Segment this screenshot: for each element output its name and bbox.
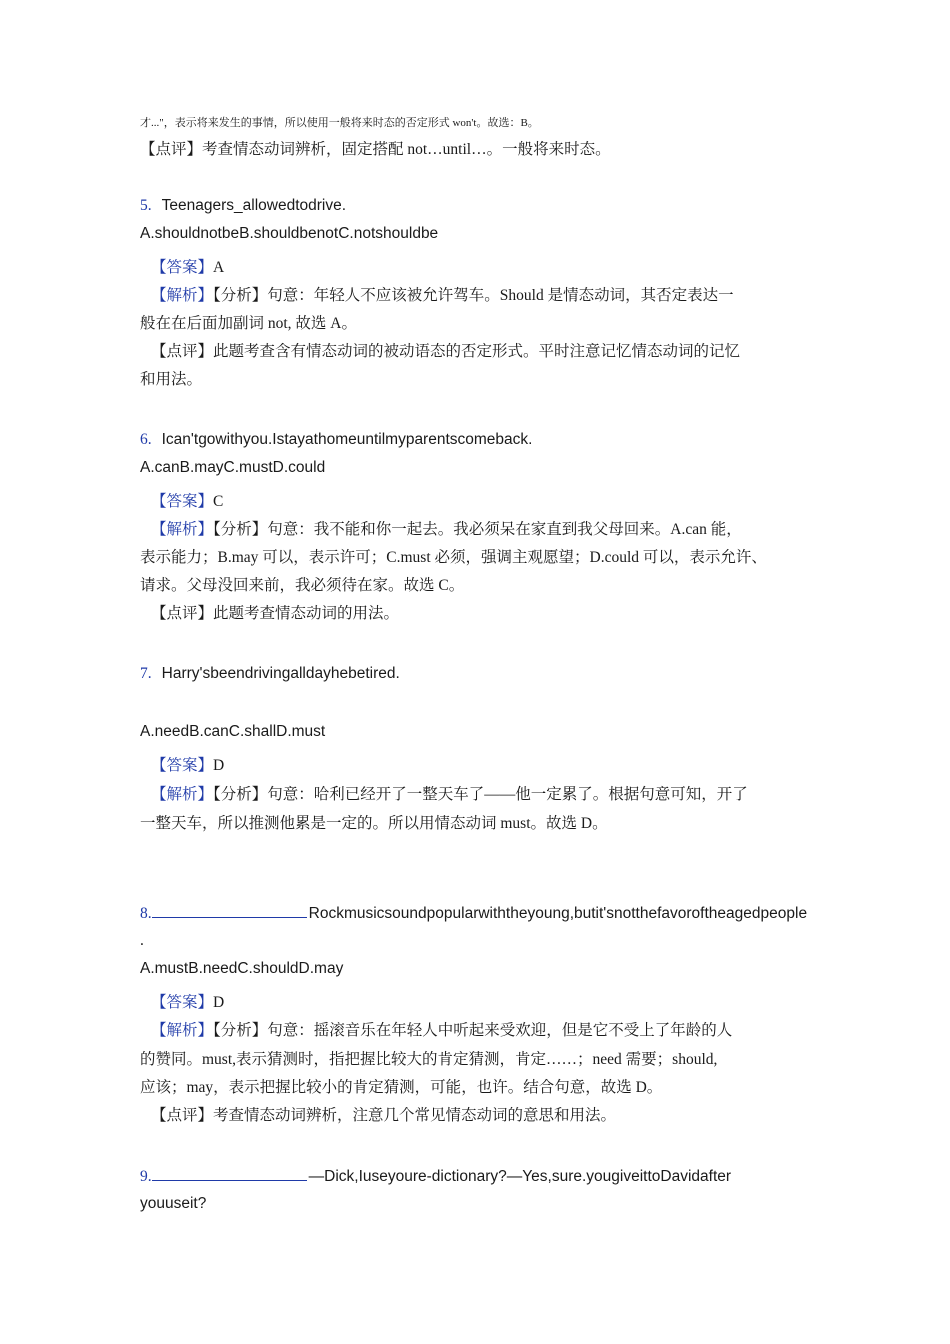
question-6-stem bbox=[140, 430, 532, 450]
question-text: Harry'sbeendrivingalldayhebetired. bbox=[161, 665, 400, 682]
question-6-answer bbox=[151, 492, 223, 512]
question-6-comment-1: 【点评】此题考查情态动词的用法。 bbox=[151, 605, 400, 622]
question-8-comment-1: 【点评】考查情态动词辨析，注意几个常见情态动词的意思和用法。 bbox=[151, 1107, 617, 1124]
question-8-answer bbox=[151, 993, 224, 1013]
question-7-stem bbox=[140, 664, 400, 684]
question-9-stem bbox=[140, 1166, 731, 1187]
question-5-options: A.shouldnotbeB.shouldbenotC.notshouldbe bbox=[140, 225, 439, 242]
question-7-answer bbox=[151, 756, 224, 776]
carryover-comment: 【点评】考查情态动词辨析，固定搭配 not…until…。一般将来时态。 bbox=[140, 141, 611, 158]
answer-value: A bbox=[213, 259, 225, 276]
analysis-tag: 【解析】 bbox=[151, 1022, 214, 1039]
carryover-text: 才..."，表示将来发生的事情，所以使用一般将来时态的否定形式 won't。故选：B。 bbox=[140, 117, 539, 129]
question-6-analysis-2: 表示能力；B.may 可以，表示许可；C.must 必须，强调主观愿望；D.could 可以，表示允许、 bbox=[140, 549, 767, 566]
question-5-analysis-1 bbox=[151, 286, 734, 306]
answer-tag: 【答案】 bbox=[151, 259, 214, 276]
question-6-analysis-3: 请求。父母没回来前，我必须待在家。故选 C。 bbox=[140, 577, 465, 594]
analysis-text: 【分析】句意：摇滚音乐在年轻人中听起来受欢迎，但是它不受上了年龄的人 bbox=[213, 1022, 733, 1039]
answer-value: C bbox=[213, 493, 224, 510]
question-8-stem-end: . bbox=[140, 932, 144, 949]
question-8-analysis-3: 应该；may，表示把握比较小的肯定猜测，可能，也许。结合句意，故选 D。 bbox=[140, 1079, 663, 1096]
answer-tag: 【答案】 bbox=[151, 757, 214, 774]
question-number: 5. bbox=[140, 197, 152, 214]
question-7-options: A.needB.canC.shallD.must bbox=[140, 723, 326, 740]
question-5-analysis-2: 般在在后面加副词 not, 故选 A。 bbox=[140, 315, 358, 332]
question-9-stem-end: youuseit? bbox=[140, 1195, 207, 1212]
analysis-tag: 【解析】 bbox=[151, 521, 214, 538]
question-5-comment-2: 和用法。 bbox=[140, 371, 203, 388]
question-7-analysis-2: 一整天车，所以推测他累是一定的。所以用情态动词 must。故选 D。 bbox=[140, 815, 608, 832]
question-6-analysis-1 bbox=[151, 520, 742, 540]
question-text: —Dick,Iuseyoure-dictionary?—Yes,sure.yougiveittoDavidafter bbox=[308, 1168, 732, 1185]
question-number: 8. bbox=[140, 905, 152, 922]
question-text: Rockmusicsoundpopularwiththeyoung,butit'snotthefavoroftheagedpeople bbox=[308, 905, 808, 922]
question-5-answer bbox=[151, 258, 224, 278]
analysis-text: 【分析】句意：年轻人不应该被允许驾车。Should 是情态动词，其否定表达一 bbox=[213, 287, 734, 304]
question-number: 7. bbox=[140, 665, 152, 682]
question-number: 6. bbox=[140, 431, 152, 448]
analysis-tag: 【解析】 bbox=[151, 786, 214, 803]
answer-blank[interactable] bbox=[152, 903, 307, 918]
answer-value: D bbox=[213, 994, 225, 1011]
question-8-stem bbox=[140, 903, 807, 924]
question-text: Ican'tgowithyou.Istayathomeuntilmyparentscomeback. bbox=[161, 431, 533, 448]
question-5-stem bbox=[140, 196, 346, 216]
question-7-analysis-1 bbox=[151, 785, 748, 805]
question-text: Teenagers_allowedtodrive. bbox=[161, 197, 347, 214]
analysis-text: 【分析】句意：哈利已经开了一整天车了——他一定累了。根据句意可知，开了 bbox=[213, 786, 748, 803]
answer-tag: 【答案】 bbox=[151, 493, 214, 510]
answer-tag: 【答案】 bbox=[151, 994, 214, 1011]
question-8-analysis-2: 的赞同。must,表示猜测时，指把握比较大的肯定猜测，肯定……；need 需要；should, bbox=[140, 1051, 718, 1068]
question-6-options: A.canB.mayC.mustD.could bbox=[140, 459, 326, 476]
answer-blank[interactable] bbox=[152, 1166, 307, 1181]
analysis-tag: 【解析】 bbox=[151, 287, 214, 304]
question-8-analysis-1 bbox=[151, 1021, 732, 1041]
analysis-text: 【分析】句意：我不能和你一起去。我必须呆在家直到我父母回来。A.can 能， bbox=[213, 521, 742, 538]
question-5-comment-1: 【点评】此题考查含有情态动词的被动语态的否定形式。平时注意记忆情态动词的记忆 bbox=[151, 343, 741, 360]
question-number: 9. bbox=[140, 1168, 152, 1185]
answer-value: D bbox=[213, 757, 225, 774]
question-8-options: A.mustB.needC.shouldD.may bbox=[140, 960, 344, 977]
